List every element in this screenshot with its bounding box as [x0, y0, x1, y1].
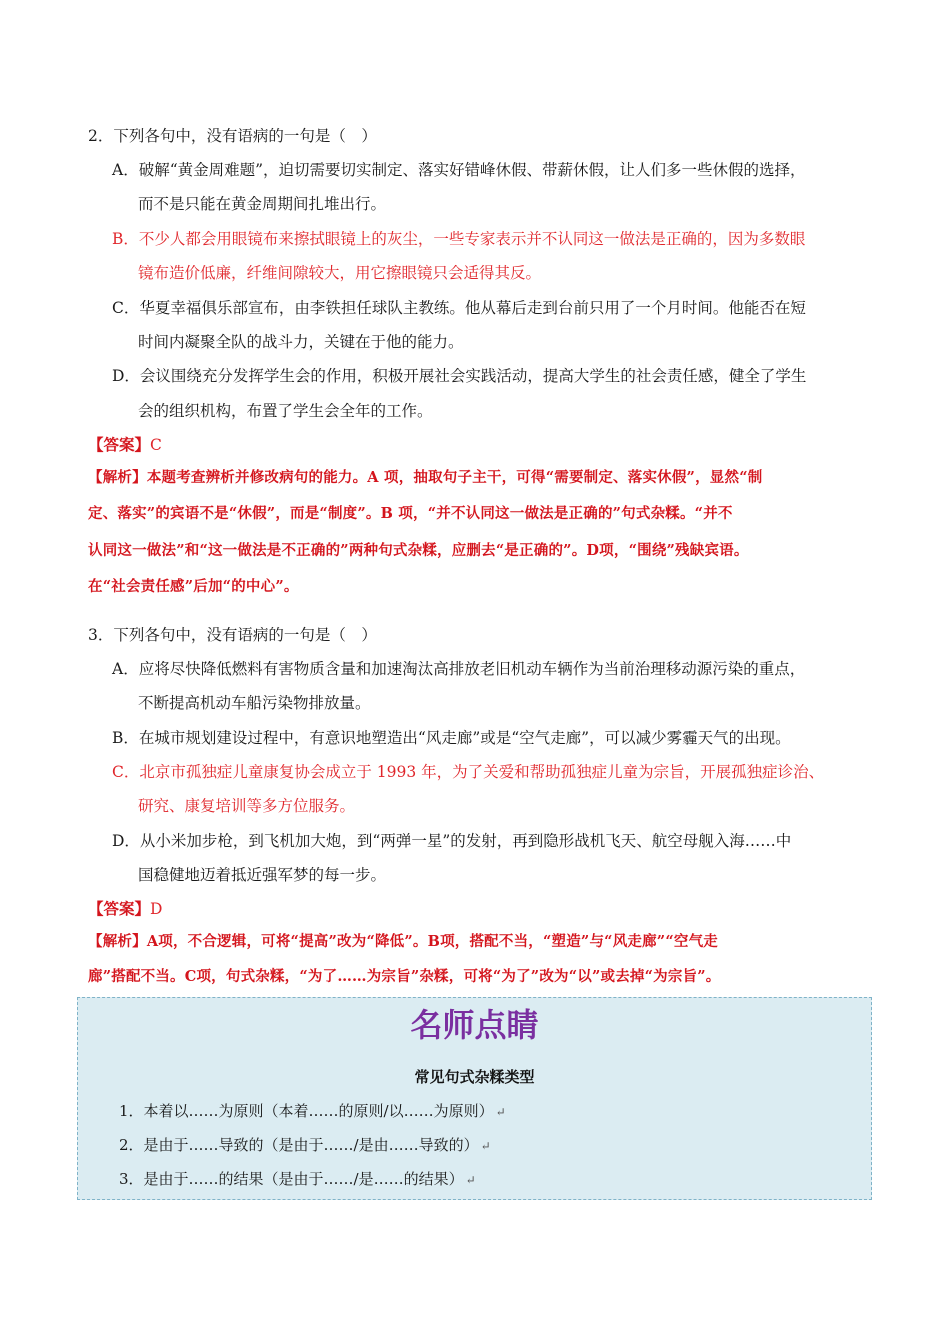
q2-explanation-line3: 认同这一做法”和“这一做法是不正确的”两种句式杂糅，应删去“是正确的”。D项，“围绕”残缺宾语。	[88, 542, 749, 559]
q3-stem: 3．下列各句中，没有语病的一句是（ ）	[88, 626, 377, 644]
q2-answer-value: C	[150, 436, 162, 454]
q2-option-c-line1: C．华夏幸福俱乐部宣布，由李铁担任球队主教练。他从幕后走到台前只用了一个月时间。他能否在短	[112, 299, 806, 317]
q2-stem: 2．下列各句中，没有语病的一句是（ ）	[88, 127, 377, 145]
q3-option-a-line1: A．应将尽快降低燃料有害物质含量和加速淘汰高排放老旧机动车辆作为当前治理移动源污染的重点，	[112, 660, 806, 678]
tip-box-item-2	[119, 1134, 491, 1157]
q2-explanation-label: 【解析】	[88, 469, 147, 486]
q2-option-d-line1: D．会议围绕充分发挥学生会的作用，积极开展社会实践活动，提高大学生的社会责任感，健全了学生	[112, 367, 807, 385]
tip-box-title: 名师点睛	[410, 1006, 539, 1044]
q3-option-b-line1: B．在城市规划建设过程中，有意识地塑造出“风走廊”或是“空气走廊”，可以减少雾霾天气的出现。	[112, 729, 791, 747]
q2-option-a-line1: A．破解“黄金周难题”，迫切需要切实制定、落实好错峰休假、带薪休假，让人们多一些休假的选择，	[112, 161, 806, 179]
q2-explanation-line4: 在“社会责任感”后加“的中心”。	[88, 578, 299, 595]
q2-option-c-line2: 时间内凝聚全队的战斗力，关键在于他的能力。	[138, 333, 464, 351]
q3-explanation-label: 【解析】	[88, 933, 147, 950]
q3-option-c-line2: 研究、康复培训等多方位服务。	[138, 797, 356, 815]
paragraph-mark-icon: ↵	[480, 1139, 491, 1153]
tip-box-item-2-text: 2．是由于……导致的（是由于……/是由……导致的）	[119, 1136, 479, 1154]
q3-answer	[88, 898, 162, 920]
paragraph-mark-icon: ↵	[465, 1173, 476, 1187]
tip-box-item-3	[119, 1168, 476, 1191]
q3-explanation-line1	[88, 931, 718, 953]
q3-answer-label: 【答案】	[88, 899, 151, 918]
q2-explanation-line1	[88, 467, 762, 489]
q3-explanation-text1: A项，不合逻辑，可将“提高”改为“降低”。B项，搭配不当，“塑造”与“风走廊”“空气走	[146, 933, 718, 950]
q2-option-b-line1: B．不少人都会用眼镜布来擦拭眼镜上的灰尘，一些专家表示并不认同这一做法是正确的，因为多数眼	[112, 230, 806, 248]
q3-option-d-line1: D．从小米加步枪，到飞机加大炮，到“两弹一星”的发射，再到隐形战机飞天、航空母舰入海……中	[112, 832, 792, 850]
tip-box-item-3-text: 3．是由于……的结果（是由于……/是……的结果）	[119, 1170, 464, 1188]
tip-box-subtitle: 常见句式杂糅类型	[414, 1068, 535, 1086]
q2-option-b-line2: 镜布造价低廉，纤维间隙较大，用它擦眼镜只会适得其反。	[138, 264, 542, 282]
tip-box-item-1-text: 1．本着以……为原则（本着……的原则/以……为原则）	[119, 1102, 494, 1120]
q2-explanation-line2: 定、落实”的宾语不是“休假”，而是“制度”。B 项，“并不认同这一做法是正确的”句式杂糅。“并不	[88, 505, 733, 522]
q3-explanation-line2: 廊”搭配不当。C项，句式杂糅，“为了……为宗旨”杂糅，可将“为了”改为“以”或去掉“为宗旨”。	[88, 968, 721, 985]
q2-option-a-line2: 而不是只能在黄金周期间扎堆出行。	[138, 195, 387, 213]
tip-box-item-1	[119, 1100, 506, 1123]
tip-box	[77, 997, 872, 1200]
q3-option-c-line1: C．北京市孤独症儿童康复协会成立于 1993 年，为了关爱和帮助孤独症儿童为宗旨，开展孤独症诊治、	[112, 763, 825, 781]
q2-option-d-line2: 会的组织机构，布置了学生会全年的工作。	[138, 402, 433, 420]
q3-option-d-line2: 国稳健地迈着抵近强军梦的每一步。	[138, 866, 387, 884]
paragraph-mark-icon: ↵	[495, 1105, 506, 1119]
q3-option-a-line2: 不断提高机动车船污染物排放量。	[138, 694, 371, 712]
q2-answer	[88, 434, 162, 456]
q3-answer-value: D	[150, 900, 163, 918]
q2-answer-label: 【答案】	[88, 435, 151, 454]
q2-explanation-text1: 本题考查辨析并修改病句的能力。A 项，抽取句子主干，可得“需要制定、落实休假”，显然“制	[146, 469, 763, 486]
